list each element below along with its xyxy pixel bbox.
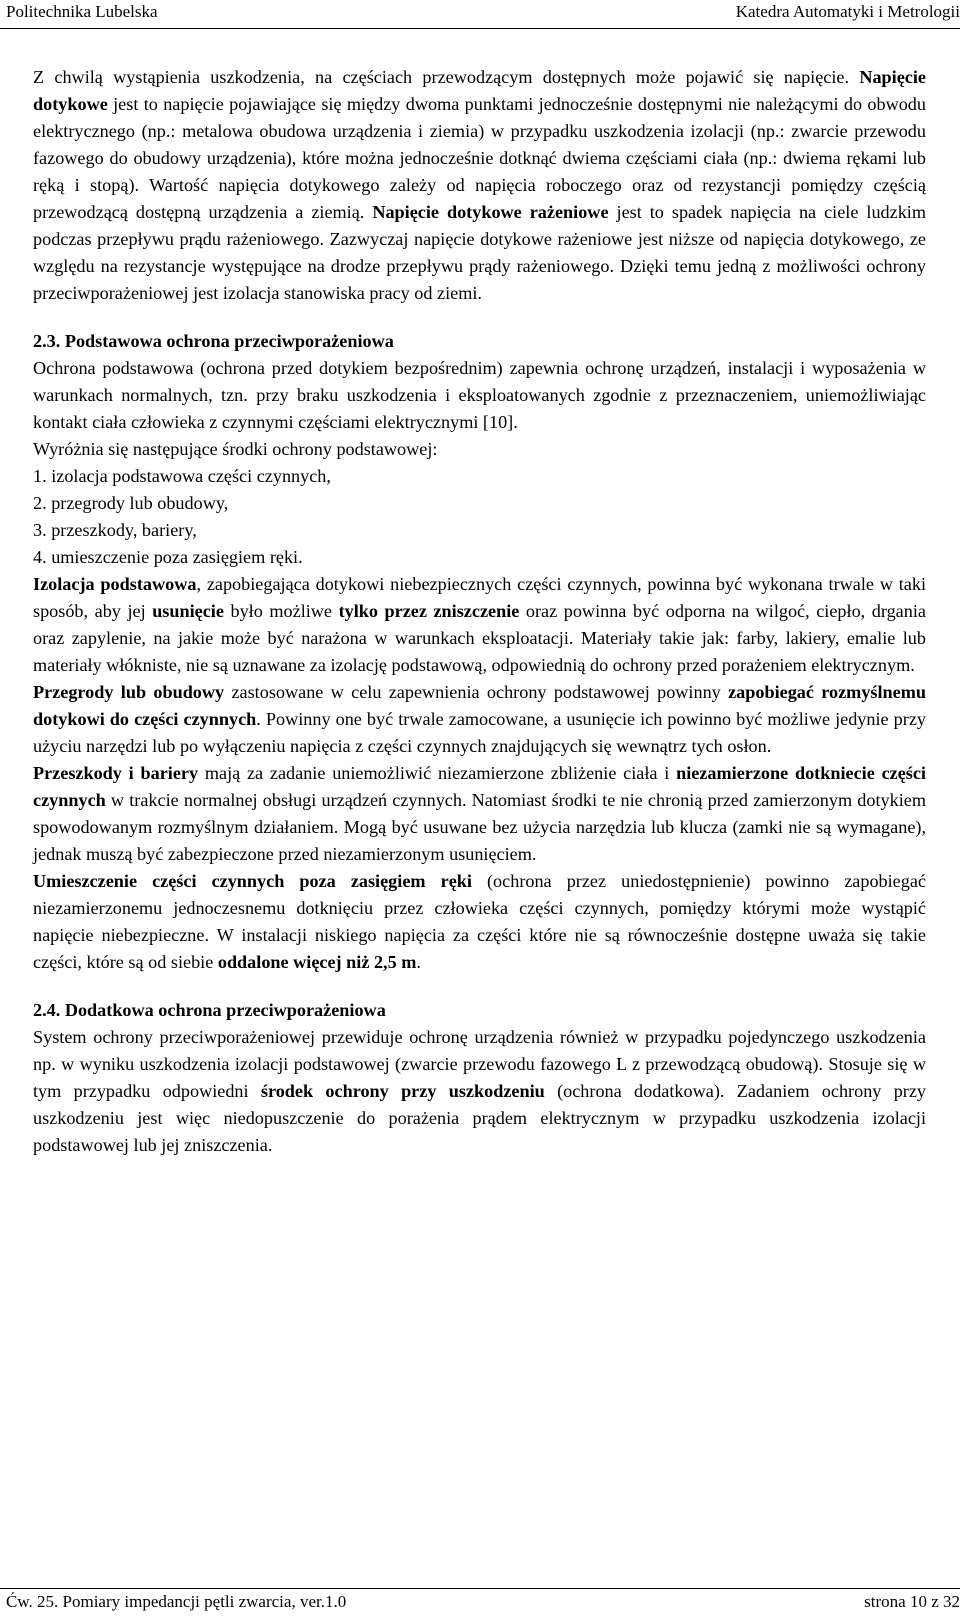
page-header bbox=[0, 0, 960, 29]
header-institution: Politechnika Lubelska bbox=[6, 2, 158, 21]
bold-text-run: usunięcie bbox=[152, 601, 224, 621]
bold-text-run: tylko przez zniszczenie bbox=[338, 601, 520, 621]
page-footer bbox=[0, 1588, 960, 1618]
text-run: (ochrona przez uniedostępnienie) powinno zapobiegać niezamierzonemu jednoczesnemu dotknięciu przez człowieka części czynnych, pomiędzy którymi może wystąpić napięcie niebezpieczne. W instalacji niskiego napięcia za części które nie są równocześnie dostępne uważa się takie części, które są od siebie bbox=[33, 871, 926, 972]
bold-text-run: Przegrody lub obudowy bbox=[33, 682, 225, 702]
list-item: 4. umieszczenie poza zasięgiem ręki. bbox=[33, 547, 303, 567]
text-run: zastosowane w celu zapewnienia ochrony podstawowej powinny bbox=[224, 682, 729, 702]
text-run: System ochrony przeciwporażeniowej przewiduje ochronę urządzenia również w przypadku pojedynczego uszkodzenia np. w wyniku uszkodzenia izolacji podstawowej (zwarcie przewodu fazowego L z przewodzącą obudową). Stosuje się w tym przypadku odpowiedni bbox=[33, 1027, 926, 1101]
text-run: jest to spadek napięcia na ciele ludzkim podczas przepływu prądu rażeniowego. Zazwyczaj napięcie dotykowe rażeniowe jest niższe od napięcia dotykowego, ze względu na rezystancje występujące na drodze przepływu prądy rażeniowego. Dzięki temu jedną z możliwości ochrony przeciwporażeniowej jest izolacja stanowiska pracy od ziemi. bbox=[33, 202, 927, 303]
bold-text-run: Przeszkody i bariery bbox=[33, 763, 199, 783]
text-run: Z chwilą wystąpienia uszkodzenia, na częściach przewodzącym dostępnych może pojawić się napięcie. bbox=[33, 67, 860, 87]
paragraph-barriers-enclosures bbox=[33, 679, 926, 760]
footer-exercise-title: Ćw. 25. Pomiary impedancji pętli zwarcia, ver.1.0 bbox=[6, 1592, 347, 1611]
list-item: 1. izolacja podstawowa części czynnych, bbox=[33, 466, 331, 486]
section-heading-basic-protection: 2.3. Podstawowa ochrona przeciwporażeniowa bbox=[33, 331, 394, 351]
text-run: w trakcie normalnej obsługi urządzeń czynnych. Natomiast środki te nie chronią przed zamierzonym dotykiem spowodowanym rozmyślnym działaniem. Mogą być usuwane bez użycia narzędzia lub klucza (zamki nie są wymagane), jednak muszą być zabezpieczone przed niezamierzonym usunięciem. bbox=[33, 790, 926, 864]
bold-text-run: środek ochrony przy uszkodzeniu bbox=[260, 1081, 545, 1101]
text-run: . bbox=[416, 952, 421, 972]
text-run: (ochrona dodatkowa). Zadaniem ochrony przy uszkodzeniu jest więc niedopuszczenie do porażenia prądem elektrycznym w przypadku uszkodzenia izolacji podstawowej lub jej zniszczenia. bbox=[33, 1081, 927, 1155]
bold-text-run: oddalone więcej niż 2,5 m bbox=[217, 952, 417, 972]
section-heading-additional-protection: 2.4. Dodatkowa ochrona przeciwporażeniowa bbox=[33, 1000, 386, 1020]
bold-text-run: niezamierzone dotkniecie części czynnych bbox=[33, 763, 926, 810]
paragraph-touch-voltage bbox=[33, 64, 926, 307]
text-run: jest to napięcie pojawiające się między dwoma punktami jednocześnie dostępnymi nie należącymi do obwodu elektrycznego (np.: metalowa obudowa urządzenia i ziemia) w przypadku uszkodzenia izolacji (np.: zwarcie przewodu fazowego do obudowy urządzenia), które można jednocześnie dotknąć dwiema częściami ciała (np.: dwiema rękami lub ręką i stopą). Wartość napięcia dotykowego zależy od napięcia roboczego oraz od rezystancji pomiędzy częścią przewodzącą dostępną urządzenia a ziemią. bbox=[33, 94, 926, 222]
list-intro: Wyróżnia się następujące środki ochrony podstawowej: bbox=[33, 439, 438, 459]
bold-text-run: Napięcie dotykowe rażeniowe bbox=[372, 202, 609, 222]
paragraph-basic-insulation bbox=[33, 571, 926, 679]
bold-text-run: zapobiegać rozmyślnemu dotykowi do części czynnych bbox=[33, 682, 927, 729]
bold-text-run: Napięcie dotykowe bbox=[33, 67, 926, 114]
paragraph-out-of-reach bbox=[33, 868, 926, 976]
footer-page-number: strona 10 z 32 bbox=[864, 1592, 960, 1611]
protection-measures-list bbox=[33, 463, 926, 571]
header-department: Katedra Automatyki i Metrologii bbox=[735, 2, 960, 21]
text-run: mają za zadanie uniemożliwić niezamierzone zbliżenie ciała i bbox=[198, 763, 677, 783]
list-item: 2. przegrody lub obudowy, bbox=[33, 493, 229, 513]
list-item: 3. przeszkody, bariery, bbox=[33, 520, 197, 540]
text-run: oraz powinna być odporna na wilgoć, ciepło, drgania oraz zapylenie, na jakie może być narażona w warunkach eksploatacji. Materiały takie jak: farby, lakiery, emalie lub materiały włókniste, nie są uznawane za izolację podstawową, odpowiednią do ochrony przed porażeniem elektrycznym. bbox=[33, 601, 926, 675]
text-run: , zapobiegająca dotykowi niebezpiecznych części czynnych, powinna być wykonana trwale w taki sposób, aby jej bbox=[33, 574, 927, 621]
paragraph-fault-protection bbox=[33, 1024, 926, 1159]
page-content bbox=[33, 64, 926, 1159]
paragraph-obstacles bbox=[33, 760, 926, 868]
paragraph-basic-protection: Ochrona podstawowa (ochrona przed dotykiem bezpośrednim) zapewnia ochronę urządzeń, instalacji i wyposażenia w warunkach normalnych, tzn. przy braku uszkodzenia i eksploatowanych zgodnie z przeznaczeniem, uniemożliwiając kontakt ciała człowieka z czynnymi częściami elektrycznymi [10]. bbox=[33, 358, 926, 432]
bold-text-run: Izolacja podstawowa bbox=[33, 574, 197, 594]
text-run: . Powinny one być trwale zamocowane, a usunięcie ich powinno być możliwe jedynie przy użyciu narzędzi lub po wyłączeniu napięcia z części czynnych znajdujących się wewnątrz tych osłon. bbox=[33, 709, 926, 756]
text-run: było możliwe bbox=[223, 601, 339, 621]
bold-text-run: Umieszczenie części czynnych poza zasięgiem ręki bbox=[33, 871, 472, 891]
